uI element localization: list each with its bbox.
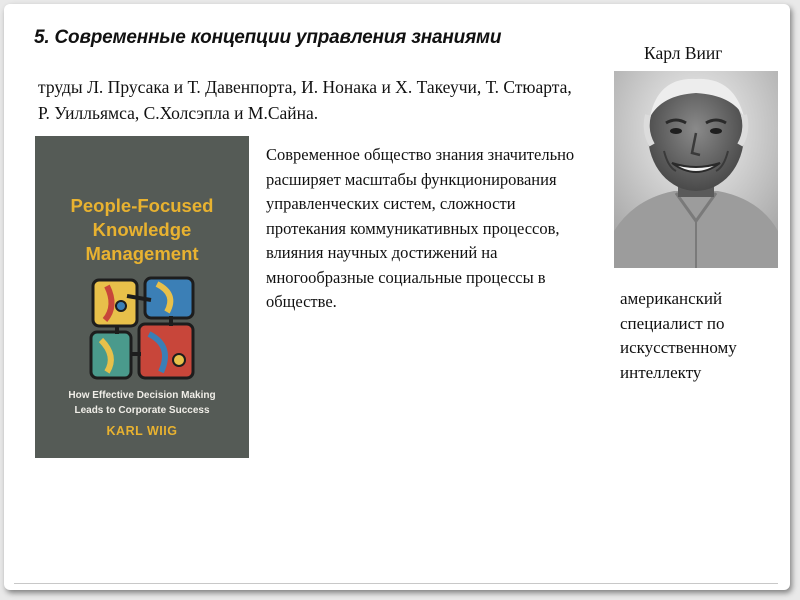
book-subtitle: How Effective Decision Making Leads to Corporate Success [68,390,216,416]
book-cover [35,136,249,458]
intro-text: труды Л. Прусака и Т. Давенпорта, И. Нонака и Х. Такеучи, Т. Стюарта, Р. Уилльямса, С.Холсэпла и М.Сайна. [38,77,572,123]
book-title: People-Focused Knowledge Management [70,195,214,264]
portrait-photo [614,71,778,268]
person-caption: американский специалист по искусственному интеллекту [620,289,737,382]
book-cover-artwork [87,276,199,382]
slide-title: 5. Современные концепции управления знаниями [34,27,502,48]
portrait-image [614,71,778,268]
body-text: Современное общество знания значительно расширяет масштабы функционирования управленческих систем, сложности протекания коммуникативных процессов, влияния научных достижений на многообразные социальные процессы в обществе. [266,145,575,311]
book-author: KARL WIIG [106,424,178,438]
slide [4,4,790,590]
person-name: Карл Вииг [644,43,723,63]
